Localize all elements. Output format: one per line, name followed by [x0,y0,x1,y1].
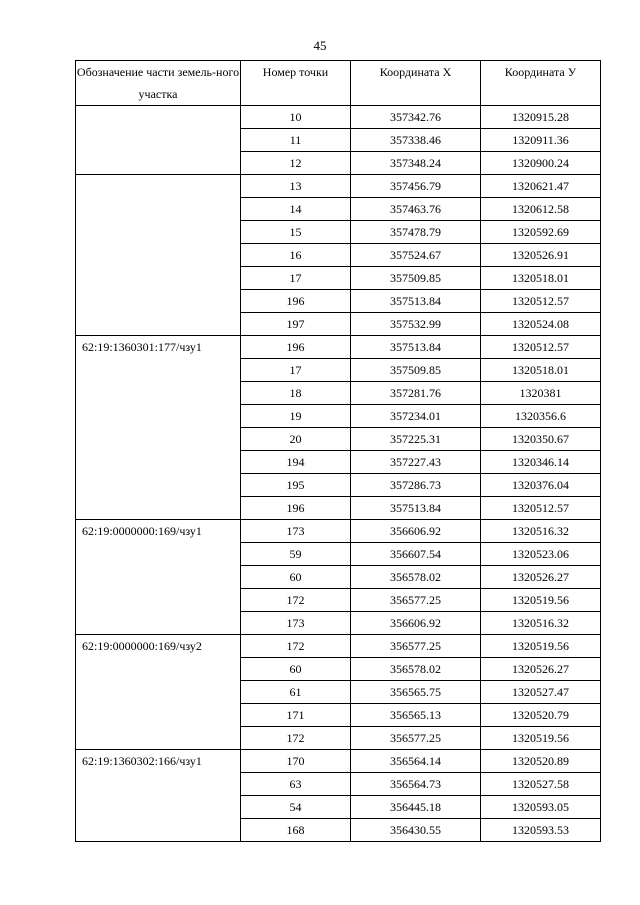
coordinate-y-cell: 1320527.58 [481,773,601,796]
coordinate-x-cell: 356577.25 [351,635,481,658]
point-number-cell: 17 [241,359,351,382]
table-row [76,175,601,198]
coordinate-x-cell: 357281.76 [351,382,481,405]
coordinate-y-cell: 1320518.01 [481,359,601,382]
coordinate-x-cell: 356606.92 [351,520,481,543]
point-number-cell: 172 [241,727,351,750]
coordinate-x-cell: 357513.84 [351,497,481,520]
point-number-cell: 11 [241,129,351,152]
table-row [76,520,601,543]
point-number-cell: 60 [241,566,351,589]
point-number-cell: 20 [241,428,351,451]
coordinate-y-cell: 1320512.57 [481,497,601,520]
coordinate-y-cell: 1320346.14 [481,451,601,474]
coordinate-x-cell: 357234.01 [351,405,481,428]
point-number-cell: 14 [241,198,351,221]
coordinate-x-cell: 357456.79 [351,175,481,198]
coordinate-y-cell: 1320524.08 [481,313,601,336]
coordinate-y-cell: 1320915.28 [481,106,601,129]
point-number-cell: 10 [241,106,351,129]
coordinate-x-cell: 357225.31 [351,428,481,451]
coordinate-y-cell: 1320350.67 [481,428,601,451]
coordinate-y-cell: 1320911.36 [481,129,601,152]
point-number-cell: 194 [241,451,351,474]
coordinate-x-cell: 356606.92 [351,612,481,635]
point-number-cell: 54 [241,796,351,819]
point-number-cell: 173 [241,612,351,635]
coordinate-y-cell: 1320612.58 [481,198,601,221]
coordinate-x-cell: 357524.67 [351,244,481,267]
coordinate-x-cell: 357338.46 [351,129,481,152]
point-number-cell: 173 [241,520,351,543]
coordinate-x-cell: 356578.02 [351,566,481,589]
header-row [76,61,601,106]
coordinate-x-cell: 357478.79 [351,221,481,244]
coordinate-y-cell: 1320523.06 [481,543,601,566]
coordinate-y-cell: 1320526.27 [481,566,601,589]
point-number-cell: 13 [241,175,351,198]
coordinate-y-cell: 1320526.27 [481,658,601,681]
coordinate-x-cell: 357513.84 [351,336,481,359]
table-row [76,635,601,658]
point-number-cell: 171 [241,704,351,727]
coordinate-x-cell: 357227.43 [351,451,481,474]
header-point-number: Номер точки [241,61,351,106]
point-number-cell: 172 [241,589,351,612]
point-number-cell: 19 [241,405,351,428]
coordinate-y-cell: 1320593.05 [481,796,601,819]
point-number-cell: 197 [241,313,351,336]
header-coordinate-x: Координата X [351,61,481,106]
point-number-cell: 172 [241,635,351,658]
land-part-cell [76,175,241,336]
header-part: Обозначение части земель-ного участка [76,61,241,106]
coordinate-y-cell: 1320526.91 [481,244,601,267]
coordinate-x-cell: 357286.73 [351,474,481,497]
point-number-cell: 196 [241,336,351,359]
point-number-cell: 168 [241,819,351,842]
land-part-cell [76,106,241,175]
coordinate-x-cell: 357509.85 [351,267,481,290]
coordinate-y-cell: 1320376.04 [481,474,601,497]
point-number-cell: 196 [241,290,351,313]
coordinate-x-cell: 356577.25 [351,589,481,612]
point-number-cell: 59 [241,543,351,566]
coordinate-y-cell: 1320516.32 [481,520,601,543]
land-part-cell: 62:19:0000000:169/чзу1 [76,520,241,635]
table-row [76,106,601,129]
coordinate-x-cell: 356430.55 [351,819,481,842]
point-number-cell: 18 [241,382,351,405]
coordinate-x-cell: 357463.76 [351,198,481,221]
coordinate-x-cell: 357513.84 [351,290,481,313]
land-part-cell: 62:19:1360302:166/чзу1 [76,750,241,842]
coordinate-x-cell: 356564.14 [351,750,481,773]
coordinate-y-cell: 1320512.57 [481,336,601,359]
table-row [76,336,601,359]
coordinate-x-cell: 357348.24 [351,152,481,175]
point-number-cell: 16 [241,244,351,267]
coordinate-y-cell: 1320593.53 [481,819,601,842]
point-number-cell: 170 [241,750,351,773]
point-number-cell: 12 [241,152,351,175]
coordinate-y-cell: 1320518.01 [481,267,601,290]
coordinate-y-cell: 1320621.47 [481,175,601,198]
coordinate-x-cell: 356607.54 [351,543,481,566]
coordinate-y-cell: 1320520.79 [481,704,601,727]
coordinate-y-cell: 1320520.89 [481,750,601,773]
coordinate-y-cell: 1320527.47 [481,681,601,704]
table-row [76,750,601,773]
table-body [76,106,601,842]
point-number-cell: 17 [241,267,351,290]
coordinate-y-cell: 1320512.57 [481,290,601,313]
coordinate-x-cell: 357509.85 [351,359,481,382]
point-number-cell: 61 [241,681,351,704]
header-coordinate-y: Координата У [481,61,601,106]
coordinate-x-cell: 356564.73 [351,773,481,796]
coordinate-y-cell: 1320519.56 [481,727,601,750]
coordinate-x-cell: 357532.99 [351,313,481,336]
point-number-cell: 60 [241,658,351,681]
page-number: 45 [313,38,327,53]
coordinate-y-cell: 1320592.69 [481,221,601,244]
land-part-cell: 62:19:0000000:169/чзу2 [76,635,241,750]
table-header [76,61,601,106]
coordinate-x-cell: 356577.25 [351,727,481,750]
coordinate-x-cell: 356565.75 [351,681,481,704]
coordinate-y-cell: 1320381 [481,382,601,405]
point-number-cell: 196 [241,497,351,520]
point-number-cell: 195 [241,474,351,497]
coordinate-x-cell: 356445.18 [351,796,481,819]
coordinate-y-cell: 1320519.56 [481,589,601,612]
coordinate-y-cell: 1320356.6 [481,405,601,428]
coordinate-x-cell: 357342.76 [351,106,481,129]
coordinate-y-cell: 1320516.32 [481,612,601,635]
coordinate-x-cell: 356565.13 [351,704,481,727]
coordinates-table [75,60,601,842]
coordinate-y-cell: 1320519.56 [481,635,601,658]
coordinate-x-cell: 356578.02 [351,658,481,681]
land-part-cell: 62:19:1360301:177/чзу1 [76,336,241,520]
coordinate-y-cell: 1320900.24 [481,152,601,175]
point-number-cell: 63 [241,773,351,796]
point-number-cell: 15 [241,221,351,244]
